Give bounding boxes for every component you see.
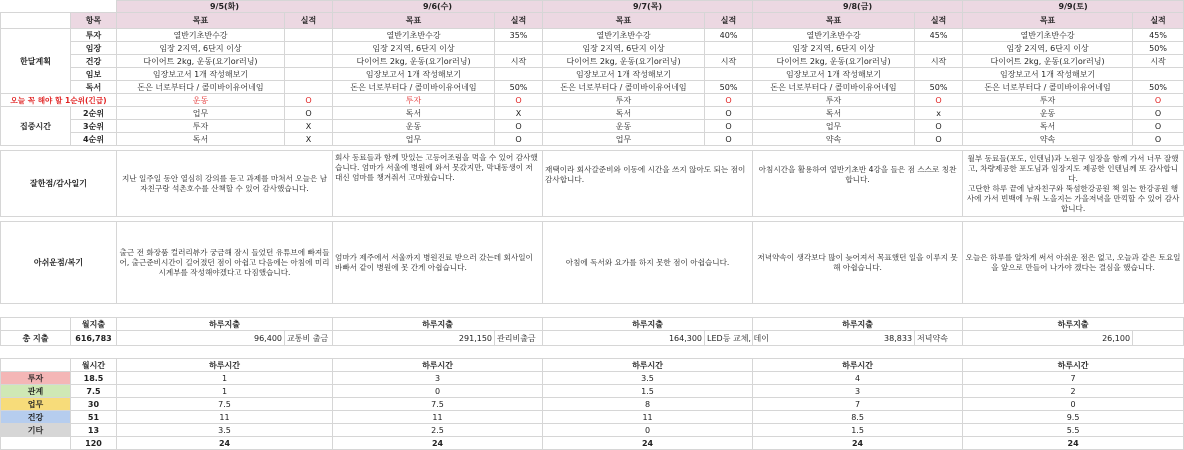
plan-goal[interactable]: 돈은 너로부터다 / 콜미바이유어네임: [543, 81, 705, 94]
time-row: [1, 372, 1184, 385]
time-value[interactable]: 1: [117, 372, 333, 385]
expense-note[interactable]: LED등 교체, 데이: [705, 331, 753, 346]
expense-value-row: [1, 331, 1184, 346]
time-value[interactable]: 7.5: [117, 398, 333, 411]
priority1-goal[interactable]: 투자: [963, 94, 1133, 107]
time-value[interactable]: 8.5: [753, 411, 963, 424]
time-monthly: 51: [71, 411, 117, 424]
focus-result[interactable]: O: [1133, 107, 1184, 120]
plan-result[interactable]: 50%: [1133, 81, 1184, 94]
time-value[interactable]: 1: [117, 385, 333, 398]
priority1-result[interactable]: O: [705, 94, 753, 107]
plan-goal[interactable]: 돈은 너로부터다 / 콜미바이유어네임: [333, 81, 495, 94]
daily-expense-label: 하루지출: [753, 318, 963, 331]
plan-result[interactable]: [495, 42, 543, 55]
plan-goal[interactable]: 다이어트 2kg, 운동(요기or러닝): [117, 55, 285, 68]
plan-result[interactable]: [705, 42, 753, 55]
focus-result[interactable]: O: [1133, 133, 1184, 146]
plan-goal[interactable]: 열반기초반수강: [753, 29, 915, 42]
time-monthly: 18.5: [71, 372, 117, 385]
time-value[interactable]: 2.5: [333, 424, 543, 437]
result-header: 실적: [705, 13, 753, 29]
focus-goal[interactable]: 업무: [333, 133, 495, 146]
time-value[interactable]: 1.5: [753, 424, 963, 437]
time-value[interactable]: 0: [333, 385, 543, 398]
focus-goal[interactable]: 업무: [117, 107, 285, 120]
plan-item-name: 독서: [71, 81, 117, 94]
daily-time-label: 하루시간: [963, 359, 1184, 372]
time-value[interactable]: 1.5: [543, 385, 753, 398]
focus-result[interactable]: O: [285, 107, 333, 120]
daily-time-label: 하루시간: [543, 359, 753, 372]
plan-goal[interactable]: 열반기초반수강: [963, 29, 1133, 42]
plan-result[interactable]: 시작: [705, 55, 753, 68]
gratitude-row: [1, 151, 1184, 217]
focus-result[interactable]: O: [915, 120, 963, 133]
time-total: 24: [753, 437, 963, 450]
plan-item-name: 임장: [71, 42, 117, 55]
time-value[interactable]: 0: [543, 424, 753, 437]
daily-expense-label: 하루지출: [333, 318, 543, 331]
goal-header: 목표: [753, 13, 915, 29]
focus-goal[interactable]: 약속: [753, 133, 915, 146]
focus-result[interactable]: O: [495, 120, 543, 133]
time-value[interactable]: 11: [543, 411, 753, 424]
item-header: 항목: [71, 13, 117, 29]
focus-goal[interactable]: 약속: [963, 133, 1133, 146]
focus-result[interactable]: X: [285, 133, 333, 146]
plan-goal[interactable]: 돈은 너로부터다 / 콜미바이유어네임: [117, 81, 285, 94]
plan-goal[interactable]: 돈은 너로부터다 / 콜미바이유어네임: [753, 81, 915, 94]
time-value[interactable]: 3: [753, 385, 963, 398]
time-category: 건강: [1, 411, 71, 424]
priority1-goal[interactable]: 운동: [117, 94, 285, 107]
expense-amount[interactable]: 291,150: [333, 331, 495, 346]
focus-result[interactable]: x: [915, 107, 963, 120]
regret-cell[interactable]: 아침에 독서와 요가를 하지 못한 점이 아쉽습니다.: [543, 222, 753, 304]
daily-time-label: 하루시간: [753, 359, 963, 372]
plan-item-name: 임보: [71, 68, 117, 81]
time-value[interactable]: 8: [543, 398, 753, 411]
plan-result[interactable]: 시작: [495, 55, 543, 68]
column-header-row: [1, 13, 1184, 29]
expense-amount[interactable]: 164,300: [543, 331, 705, 346]
focus-result[interactable]: X: [285, 120, 333, 133]
day-date: 9/7(목): [543, 1, 753, 13]
focus-result[interactable]: O: [1133, 120, 1184, 133]
plan-result[interactable]: [285, 42, 333, 55]
plan-result[interactable]: 50%: [705, 81, 753, 94]
day-date: 9/5(화): [117, 1, 333, 13]
plan-result[interactable]: 40%: [705, 29, 753, 42]
plan-result[interactable]: 시작: [1133, 55, 1184, 68]
goal-header: 목표: [543, 13, 705, 29]
time-total: 24: [543, 437, 753, 450]
plan-result[interactable]: [285, 68, 333, 81]
priority1-label: 오늘 꼭 해야 할 1순위(긴급): [1, 94, 117, 107]
time-category: 관계: [1, 385, 71, 398]
focus-goal[interactable]: 업무: [543, 133, 705, 146]
regret-label: 아쉬운점/복기: [1, 222, 117, 304]
plan-item-name: 건강: [71, 55, 117, 68]
focus-goal[interactable]: 독서: [963, 120, 1133, 133]
time-value[interactable]: 11: [333, 411, 543, 424]
plan-result[interactable]: [1133, 68, 1184, 81]
time-value[interactable]: 7: [753, 398, 963, 411]
focus-result[interactable]: O: [705, 133, 753, 146]
focus-goal[interactable]: 운동: [543, 120, 705, 133]
focus-item-name: 4순위: [71, 133, 117, 146]
plan-goal[interactable]: 임장보고서 1개 작성해보기: [117, 68, 285, 81]
time-value[interactable]: 11: [117, 411, 333, 424]
daily-expense-label: 하루지출: [963, 318, 1184, 331]
focus-goal[interactable]: 독서: [543, 107, 705, 120]
time-value[interactable]: 4: [753, 372, 963, 385]
result-header: 실적: [1133, 13, 1184, 29]
plan-goal[interactable]: 열반기초반수강: [543, 29, 705, 42]
focus-result[interactable]: O: [705, 107, 753, 120]
plan-item-name: 투자: [71, 29, 117, 42]
result-header: 실적: [285, 13, 333, 29]
daily-time-label: 하루시간: [333, 359, 543, 372]
focus-item-name: 3순위: [71, 120, 117, 133]
total-expense-value: 616,783: [71, 331, 117, 346]
time-row: [1, 398, 1184, 411]
plan-goal[interactable]: 다이어트 2kg, 운동(요기or러닝): [543, 55, 705, 68]
plan-goal[interactable]: 다이어트 2kg, 운동(요기or러닝): [753, 55, 915, 68]
gratitude-label: 잘한점/감사일기: [1, 151, 117, 217]
plan-goal[interactable]: 임장보고서 1개 작성해보기: [963, 68, 1133, 81]
plan-result[interactable]: 35%: [495, 29, 543, 42]
plan-result[interactable]: [705, 68, 753, 81]
focus-goal[interactable]: 운동: [333, 120, 495, 133]
focus-result[interactable]: O: [705, 120, 753, 133]
plan-goal[interactable]: 임장 2지역, 6단지 이상: [117, 42, 285, 55]
time-value[interactable]: 7.5: [333, 398, 543, 411]
plan-goal[interactable]: 임장 2지역, 6단지 이상: [543, 42, 705, 55]
plan-result[interactable]: 45%: [915, 29, 963, 42]
priority1-goal[interactable]: 투자: [333, 94, 495, 107]
expense-amount[interactable]: 96,400: [117, 331, 285, 346]
plan-result[interactable]: [915, 42, 963, 55]
gratitude-cell[interactable]: 회사 동료들과 함께 맛있는 고등어조림을 먹을 수 있어 감사했습니다. 엄마가 서울에 병원에 와서 못갔지만, 막내동생이 저 대신 엄마를 챙겨줘서 고마웠습니다.: [333, 151, 543, 217]
plan-row: [1, 42, 1184, 55]
plan-goal[interactable]: 다이어트 2kg, 운동(요기or러닝): [333, 55, 495, 68]
time-value[interactable]: 3: [333, 372, 543, 385]
focus-row: [1, 133, 1184, 146]
time-value[interactable]: 0: [963, 398, 1184, 411]
regret-row: [1, 222, 1184, 304]
focus-result[interactable]: O: [915, 133, 963, 146]
time-value[interactable]: 3.5: [543, 372, 753, 385]
plan-goal[interactable]: 임장 2지역, 6단지 이상: [753, 42, 915, 55]
daily-expense-label: 하루지출: [543, 318, 753, 331]
time-row: [1, 385, 1184, 398]
plan-result[interactable]: 50%: [1133, 42, 1184, 55]
time-total: 24: [117, 437, 333, 450]
time-row: [1, 411, 1184, 424]
monthly-time-label: 월시간: [71, 359, 117, 372]
time-header-row: [1, 359, 1184, 372]
plan-goal[interactable]: 다이어트 2kg, 운동(요기or러닝): [963, 55, 1133, 68]
priority1-result[interactable]: O: [285, 94, 333, 107]
plan-result[interactable]: [285, 81, 333, 94]
priority1-result[interactable]: O: [915, 94, 963, 107]
time-monthly: 7.5: [71, 385, 117, 398]
plan-result[interactable]: [285, 29, 333, 42]
goal-header: 목표: [333, 13, 495, 29]
total-expense-label: 총 지출: [1, 331, 71, 346]
plan-result[interactable]: [915, 68, 963, 81]
time-total: 24: [333, 437, 543, 450]
focus-item-name: 2순위: [71, 107, 117, 120]
day-date: 9/9(토): [963, 1, 1184, 13]
focus-goal[interactable]: 투자: [117, 120, 285, 133]
focus-goal[interactable]: 운동: [963, 107, 1133, 120]
time-value[interactable]: 9.5: [963, 411, 1184, 424]
result-header: 실적: [495, 13, 543, 29]
gratitude-cell[interactable]: 아침시간을 활용하여 열반기초반 4강을 들은 점 스스로 칭찬합니다.: [753, 151, 963, 217]
goal-header: 목표: [117, 13, 285, 29]
plan-result[interactable]: 50%: [495, 81, 543, 94]
gratitude-cell[interactable]: 재택이라 회사갈준비와 이동에 시간을 쓰지 않아도 되는 점이 감사합니다.: [543, 151, 753, 217]
regret-cell[interactable]: 오늘은 하루를 알차게 써서 아쉬운 점은 없고, 오늘과 같은 토요일을 앞으로 만들어 나가야 겠다는 결심을 했습니다.: [963, 222, 1184, 304]
expense-note[interactable]: 교통비 출금: [285, 331, 333, 346]
time-total-monthly: 120: [71, 437, 117, 450]
focus-goal[interactable]: 독서: [753, 107, 915, 120]
plan-result[interactable]: [495, 68, 543, 81]
regret-cell[interactable]: 출근 전 화장품 컬러리뷰가 궁금해 잠시 들었던 유튜브에 빠져들어, 출근준비시간이 길어졌던 점이 아쉽고 다음에는 아침에 미리 시계부를 작성해야겠다고 다짐했습니다.: [117, 222, 333, 304]
time-category: 투자: [1, 372, 71, 385]
time-total-row: [1, 437, 1184, 450]
focus-result[interactable]: X: [495, 107, 543, 120]
plan-section-label: 한달계획: [1, 29, 71, 94]
focus-goal[interactable]: 독서: [117, 133, 285, 146]
result-header: 실적: [915, 13, 963, 29]
time-value[interactable]: 7: [963, 372, 1184, 385]
priority1-goal[interactable]: 투자: [753, 94, 915, 107]
priority1-row: [1, 94, 1184, 107]
plan-row: [1, 55, 1184, 68]
time-value[interactable]: 3.5: [117, 424, 333, 437]
focus-row: [1, 107, 1184, 120]
time-total: 24: [963, 437, 1184, 450]
plan-row: [1, 68, 1184, 81]
plan-result[interactable]: 50%: [915, 81, 963, 94]
day-date: 9/6(수): [333, 1, 543, 13]
plan-row: [1, 29, 1184, 42]
time-value[interactable]: 2: [963, 385, 1184, 398]
expense-note[interactable]: [1133, 331, 1184, 346]
regret-cell[interactable]: 엄마가 제주에서 서울까지 병원진료 받으러 갔는데 회사일이 바빠서 같이 병원에 못 간게 아쉽습니다.: [333, 222, 543, 304]
daily-expense-label: 하루지출: [117, 318, 333, 331]
date-header-row: [1, 1, 1184, 13]
plan-goal[interactable]: 임장보고서 1개 작성해보기: [753, 68, 915, 81]
time-value[interactable]: 5.5: [963, 424, 1184, 437]
focus-goal[interactable]: 독서: [333, 107, 495, 120]
day-date: 9/8(금): [753, 1, 963, 13]
expense-note[interactable]: 관리비출금: [495, 331, 543, 346]
plan-result[interactable]: 45%: [1133, 29, 1184, 42]
plan-goal[interactable]: 임장 2지역, 6단지 이상: [963, 42, 1133, 55]
priority1-goal[interactable]: 투자: [543, 94, 705, 107]
focus-section-label: 집중시간: [1, 107, 71, 146]
time-monthly: 13: [71, 424, 117, 437]
expense-amount[interactable]: 38,833: [753, 331, 915, 346]
plan-result[interactable]: 시작: [915, 55, 963, 68]
time-category: 기타: [1, 424, 71, 437]
plan-goal[interactable]: 임장보고서 1개 작성해보기: [543, 68, 705, 81]
priority1-result[interactable]: O: [1133, 94, 1184, 107]
priority1-result[interactable]: O: [495, 94, 543, 107]
expense-amount[interactable]: 26,100: [963, 331, 1133, 346]
regret-cell[interactable]: 저녁약속이 생각보다 많이 늦어져서 목표했던 일을 이루지 못해 아쉽습니다.: [753, 222, 963, 304]
monthly-expense-label: 월지출: [71, 318, 117, 331]
daily-time-label: 하루시간: [117, 359, 333, 372]
focus-goal[interactable]: 업무: [753, 120, 915, 133]
plan-goal[interactable]: 열반기초반수강: [117, 29, 285, 42]
expense-header-row: [1, 318, 1184, 331]
plan-result[interactable]: [285, 55, 333, 68]
time-monthly: 30: [71, 398, 117, 411]
plan-goal[interactable]: 임장 2지역, 6단지 이상: [333, 42, 495, 55]
focus-row: [1, 120, 1184, 133]
expense-note[interactable]: 저녁약속: [915, 331, 963, 346]
focus-result[interactable]: O: [495, 133, 543, 146]
goal-header: 목표: [963, 13, 1133, 29]
gratitude-cell[interactable]: 지난 일주일 동안 열심히 강의를 듣고 과제를 마쳐서 오늘은 남자친구랑 석촌호수를 산책할 수 있어 감사했습니다.: [117, 151, 333, 217]
plan-goal[interactable]: 열반기초반수강: [333, 29, 495, 42]
plan-goal[interactable]: 임장보고서 1개 작성해보기: [333, 68, 495, 81]
time-row: [1, 424, 1184, 437]
gratitude-cell[interactable]: 월부 동료들(포도, 인텐님)과 노원구 임장을 함께 가서 너무 잘했고, 차량제공한 포도님과 임장지도 제공한 인텐님께 또 감사합니다. 고단한 하루 끝에 남자친구와 뚝섬한강공원 책 읽는 한강공원 행사에 가서 빈백에 누워 노을지는 가을저녁을 만끽할 수 있어 감사합니다.: [963, 151, 1184, 217]
plan-goal[interactable]: 돈은 너로부터다 / 콜미바이유어네임: [963, 81, 1133, 94]
time-category: 업무: [1, 398, 71, 411]
plan-row: [1, 81, 1184, 94]
